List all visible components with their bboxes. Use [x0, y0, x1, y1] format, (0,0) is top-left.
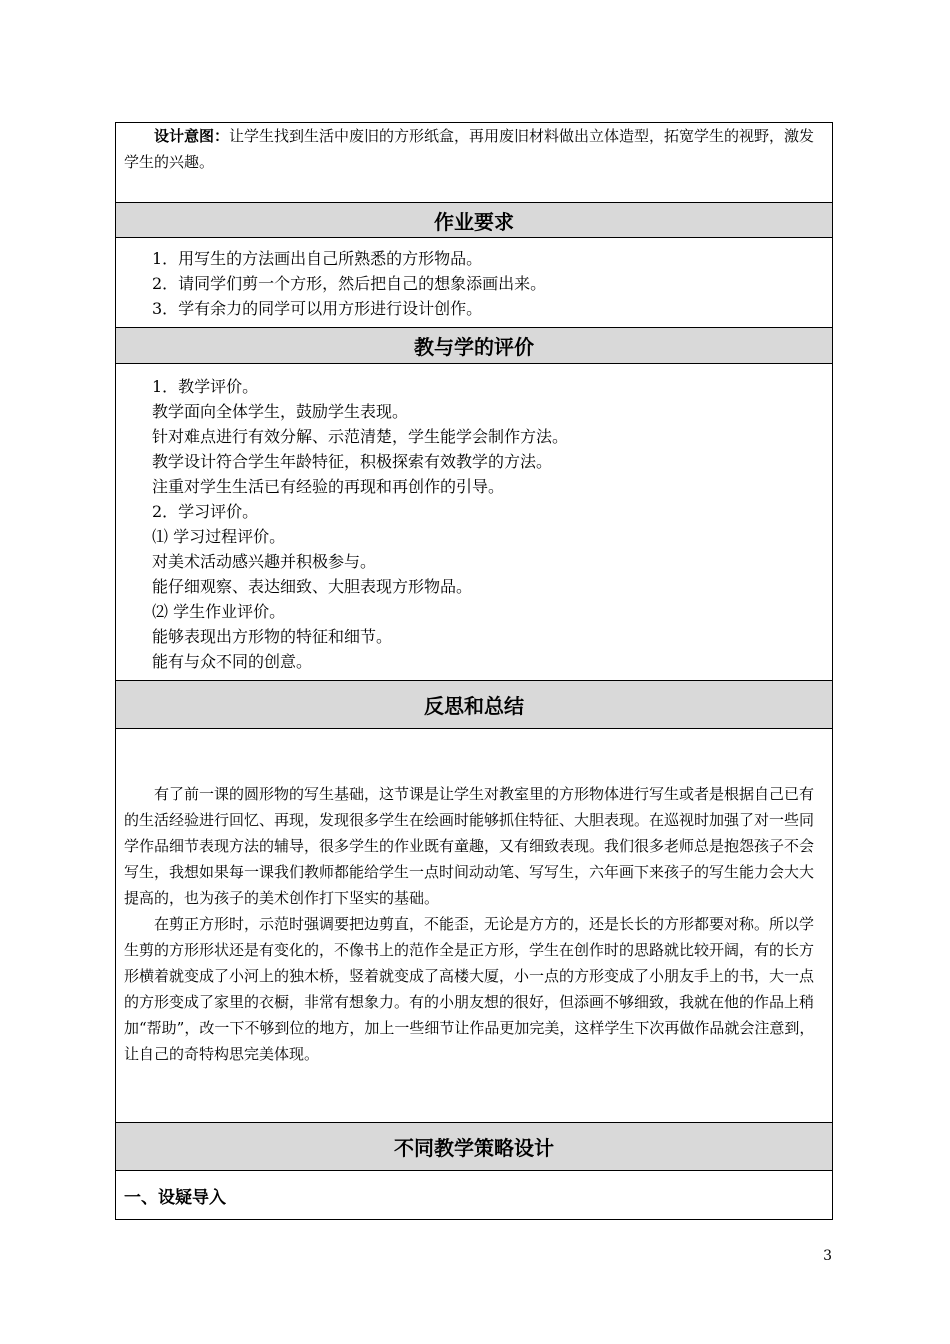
homework-item: 1．用写生的方法画出自己所熟悉的方形物品。	[152, 249, 483, 268]
strategy-title: 不同教学策略设计	[394, 1136, 554, 1160]
strategy-cell	[116, 1171, 832, 1219]
evaluation-header	[116, 328, 832, 364]
design-intent-text: 让学生找到生活中废旧的方形纸盒，再用废旧材料做出立体造型，拓宽学生的视野，激发学生的兴趣。	[124, 127, 815, 171]
evaluation-line: 2．学习评价。	[152, 502, 259, 521]
evaluation-line: 能仔细观察、表达细致、大胆表现方形物品。	[152, 577, 473, 596]
evaluation-title: 教与学的评价	[414, 335, 534, 359]
homework-item: 3．学有余力的同学可以用方形进行设计创作。	[152, 299, 483, 318]
reflection-paragraph: 在剪正方形时，示范时强调要把边剪直，不能歪，无论是方方的，还是长长的方形都要对称。所以学生剪的方形形状还是有变化的，不像书上的范作全是正方形，学生在创作时的思路就比较开阔，有的长方形横着就变成了小河上的独木桥，竖着就变成了高楼大厦，小一点的方形变成了小朋友手上的书，大一点的方形变成了家里的衣橱，非常有想象力。有的小朋友想的很好，但添画不够细致，我就在他的作品上稍加“帮助”，改一下不够到位的地方，加上一些细节让作品更加完美，这样学生下次再做作品就会注意到，让自己的奇特构思完美体现。	[124, 915, 815, 1063]
evaluation-line: ⑵ 学生作业评价。	[152, 602, 286, 621]
homework-cell	[116, 238, 832, 328]
design-intent-paragraph	[124, 123, 824, 175]
design-intent-cell	[116, 123, 832, 203]
evaluation-line: 能够表现出方形物的特征和细节。	[152, 627, 393, 646]
evaluation-line: 能有与众不同的创意。	[152, 652, 313, 671]
evaluation-line: 1．教学评价。	[152, 377, 259, 396]
evaluation-line: 教学设计符合学生年龄特征，积极探索有效教学的方法。	[152, 452, 553, 471]
evaluation-line: 对美术活动感兴趣并积极参与。	[152, 552, 377, 571]
homework-header	[116, 203, 832, 238]
reflection-paragraph: 有了前一课的圆形物的写生基础，这节课是让学生对教室里的方形物体进行写生或者是根据自己已有的生活经验进行回忆、再现，发现很多学生在绘画时能够抓住特征、大胆表现。在巡视时加强了对一些同学作品细节表现方法的辅导，很多学生的作业既有童趣，又有细致表现。我们很多老师总是抱怨孩子不会写生，我想如果每一课我们教师都能给学生一点时间动动笔、写写生，六年画下来孩子的写生能力会大大提高的，也为孩子的美术创作打下坚实的基础。	[124, 785, 815, 907]
evaluation-line: 针对难点进行有效分解、示范清楚，学生能学会制作方法。	[152, 427, 569, 446]
evaluation-line: 教学面向全体学生，鼓励学生表现。	[152, 402, 409, 421]
reflection-title: 反思和总结	[424, 694, 524, 718]
reflection-cell	[116, 729, 832, 1123]
page-number: 3	[823, 1248, 832, 1264]
lesson-plan-table	[115, 122, 833, 1220]
evaluation-line: 注重对学生生活已有经验的再现和再创作的引导。	[152, 477, 505, 496]
evaluation-line: ⑴ 学习过程评价。	[152, 527, 286, 546]
strategy-first-section: 一、设疑导入	[124, 1187, 226, 1208]
homework-title: 作业要求	[434, 209, 514, 234]
evaluation-cell	[116, 364, 832, 681]
strategy-header	[116, 1123, 832, 1171]
design-intent-label: 设计意图：	[154, 127, 230, 145]
homework-item: 2．请同学们剪一个方形，然后把自己的想象添画出来。	[152, 274, 547, 293]
reflection-header	[116, 681, 832, 729]
